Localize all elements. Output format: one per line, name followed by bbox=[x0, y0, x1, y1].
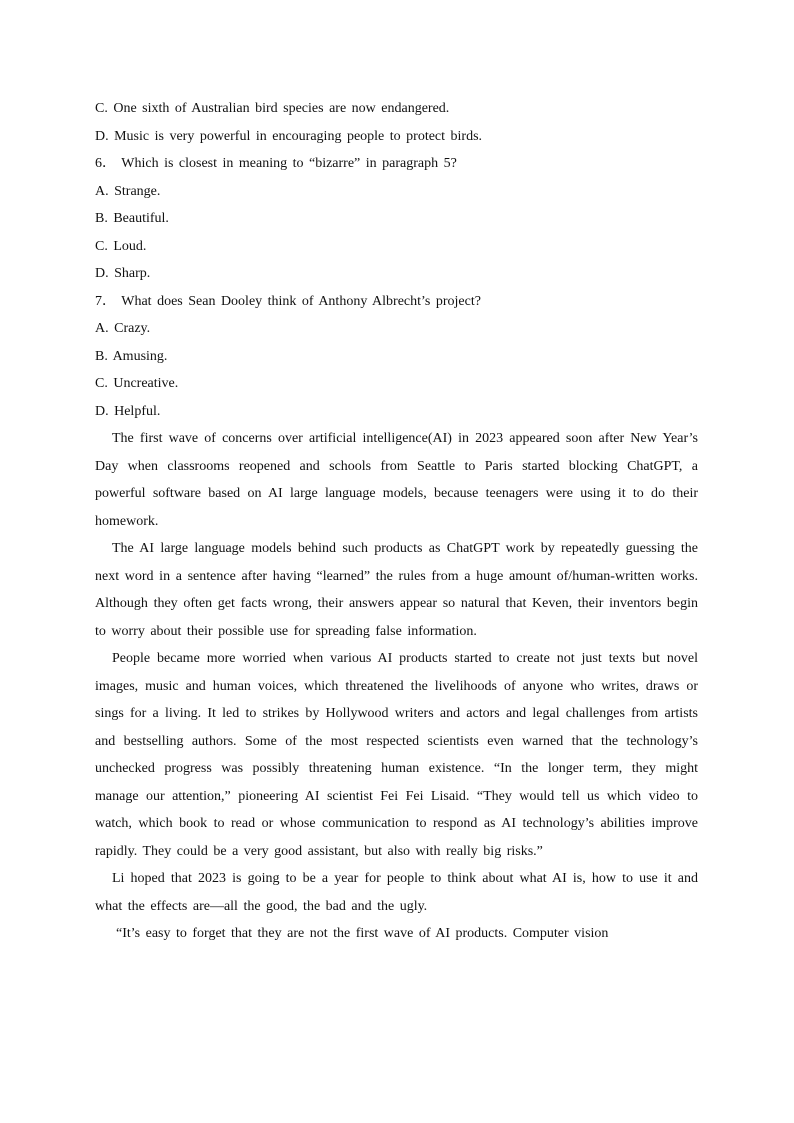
passage-paragraph: People became more worried when various AI products started to create not just texts but novel images, music and human voices, which threatened the livelihoods of anyone who writes, draws or sings for a living. It led to strikes by Hollywood writers and actors and legal challenges from artists and bestselling authors. Some of the most respected scientists even warned that the technology’s unchecked progress was possibly threatening human existence. “In the longer term, they might manage our attention,” pioneering AI scientist Fei Fei Lisaid. “They would tell us which video to watch, which book to read or whose communication to respond as AI technology’s abilities improve rapidly. They could be a very good assistant, but also with really big risks.” bbox=[95, 651, 698, 859]
passage-paragraph: The AI large language models behind such products as ChatGPT work by repeatedly guessing the next word in a sentence after having “learned” the rules from a huge amount of/human-written works. Although they often get facts wrong, their answers appear so natural that Keven, their inventors begin to worry about their possible use for spreading false information. bbox=[95, 541, 698, 639]
question-6 bbox=[95, 150, 698, 178]
question-number: 7． bbox=[95, 293, 116, 309]
option-c-prev: C. One sixth of Australian bird species are now endangered. bbox=[95, 101, 450, 116]
option-d-prev: D. Music is very powerful in encouraging people to protect birds. bbox=[95, 128, 483, 144]
question-7 bbox=[95, 288, 698, 316]
passage-paragraph: “It’s easy to forget that they are not the first wave of AI products. Computer vision bbox=[116, 926, 609, 941]
q6-option-a: A. Strange. bbox=[95, 183, 161, 199]
q7-option-b: B. Amusing. bbox=[95, 348, 168, 364]
passage-paragraph: The first wave of concerns over artificial intelligence(AI) in 2023 appeared soon after New Year’s Day when classrooms reopened and schools from Seattle to Paris started blocking ChatGPT, a powerful software based on AI large language models, because teenagers were using it to do their homework. bbox=[95, 431, 698, 529]
question-number: 6． bbox=[95, 156, 116, 171]
q6-option-d: D. Sharp. bbox=[95, 266, 151, 281]
q6-option-b: B. Beautiful. bbox=[95, 211, 169, 226]
question-text: Which is closest in meaning to “bizarre” in paragraph 5? bbox=[116, 156, 457, 171]
q6-option-c: C. Loud. bbox=[95, 238, 147, 254]
passage-paragraph: Li hoped that 2023 is going to be a year for people to think about what AI is, how to use it and what the effects are—all the good, the bad and the ugly. bbox=[95, 871, 698, 914]
q7-option-a: A. Crazy. bbox=[95, 321, 151, 336]
q7-option-c: C. Uncreative. bbox=[95, 376, 179, 391]
question-text: What does Sean Dooley think of Anthony Albrecht’s project? bbox=[116, 293, 481, 309]
q7-option-d: D. Helpful. bbox=[95, 403, 161, 419]
